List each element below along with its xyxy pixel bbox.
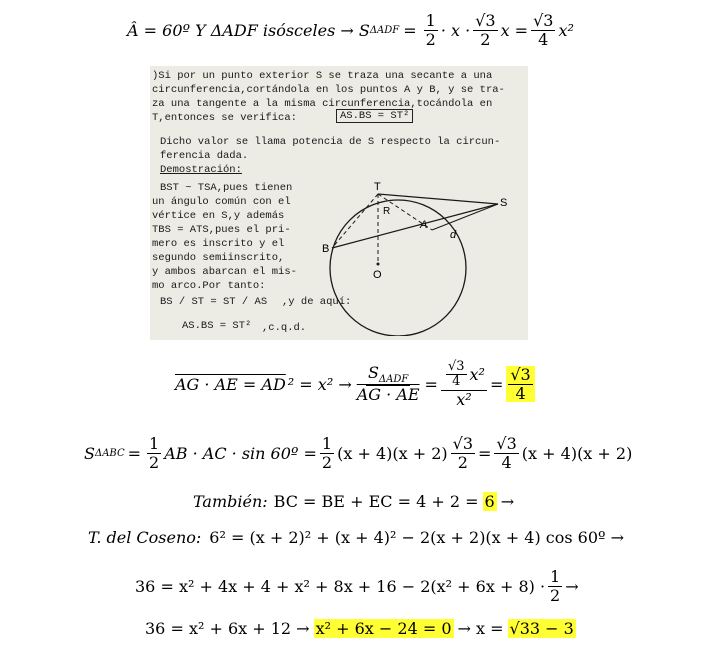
eq1-lhs: Â = 60º Y ΔADF isósceles → S [127, 20, 370, 40]
scan-line-2: circunferencia,cortándola en los puntos A y B, y se tra- [152, 84, 505, 96]
label-d: d [450, 229, 457, 241]
eq4-label: También: [193, 492, 268, 511]
circle [330, 200, 466, 336]
eq2-frac-g-inner [446, 360, 467, 390]
eq2-lhs: AG · AE = AD [175, 374, 286, 394]
eq2-frac-s-num-s: S [367, 363, 379, 383]
eq7-mid: → x = [457, 619, 504, 638]
scan-ratio: BS / ST = ST / AS [160, 296, 268, 308]
eq7-quadratic: x² + 6x − 24 = 0 [315, 619, 452, 638]
equation-line-5 [88, 528, 624, 547]
scan-line-4: T,entonces se verifica: [152, 112, 297, 124]
eq2-answer-den: 4 [515, 383, 526, 403]
eq3-frac-r2-num: √3 [496, 434, 517, 453]
scan-line-15: mo arco.Por tanto: [152, 280, 266, 292]
chord-TB [332, 194, 378, 248]
scan-line-3: za una tangente a la misma circunferencia,tocándola en [152, 98, 493, 110]
segment-AS [432, 204, 498, 230]
tangent-line [378, 194, 498, 204]
eq3-frac-h2-num: 1 [321, 434, 333, 453]
eq5-label: T. del Coseno: [88, 528, 202, 547]
eq3-frac-r [451, 435, 475, 471]
eq3-frac-h-num: 1 [149, 434, 160, 453]
scanned-excerpt [150, 66, 528, 340]
scan-theorem-box [336, 110, 413, 122]
eq3-frac-r2 [494, 435, 518, 471]
eq4-answer: 6 [484, 492, 495, 511]
scan-line-8: BST ~ TSA,pues tienen [160, 182, 293, 194]
label-S: S [500, 197, 508, 209]
eq1-mid: · x · [440, 20, 471, 40]
eq3-frac-h2-den: 2 [321, 452, 333, 472]
eq1-frac-half-num: 1 [425, 11, 436, 30]
equation-line-3 [84, 435, 632, 471]
eq1-sub: ΔADF [369, 24, 400, 36]
equation-line-7 [145, 619, 576, 638]
eq2-eq: = [424, 374, 438, 394]
scan-line-14: y ambos abarcan el mis- [152, 266, 297, 278]
eq1-frac-r3 [473, 12, 497, 48]
eq3-frac-h [147, 435, 161, 471]
equation-line-4 [193, 492, 514, 511]
equation-line-2 [175, 360, 538, 408]
eq1-frac-r3b [531, 12, 555, 48]
eq6-frac-den: 2 [550, 585, 561, 605]
label-R: R [383, 206, 391, 217]
eq6-eq: 36 = x² + 4x + 4 + x² + 8x + 16 − 2(x² + 6x + 8) · [135, 576, 546, 596]
eq3-frac-r-num: √3 [452, 434, 474, 453]
eq2-frac-g-inner-num: √3 [447, 359, 465, 374]
eq3-mid2: (x + 4)(x + 2) [337, 443, 448, 463]
eq2-answer-num: √3 [510, 365, 531, 384]
eq2-frac-g-inner-den: 4 [452, 374, 461, 390]
eq3-mid: AB · AC · sin 60º = [164, 443, 317, 463]
eq7-solution: √33 − 3 [509, 619, 574, 638]
eq2-answer [506, 366, 534, 402]
scan-line-9: un ángulo común con el [152, 196, 291, 208]
eq1-mid2: x = [500, 20, 529, 40]
eq1-frac-r3b-den: 4 [538, 29, 549, 49]
eq4-arrow: → [500, 492, 515, 511]
eq3-tail: (x + 4)(x + 2) [521, 443, 633, 463]
eq2-mid: ² = x² → [287, 374, 352, 394]
eq6-frac [548, 568, 562, 604]
label-A: A [420, 219, 428, 231]
eq2-frac-s-den: AG · AE [356, 385, 420, 405]
scan-theorem-box-text: AS.BS = ST² [336, 109, 413, 123]
eq5-eq: 6² = (x + 2)² + (x + 4)² − 2(x + 2)(x + 4) cos 60º → [209, 528, 625, 547]
eq2-frac-s-num-sub: ΔADF [378, 374, 409, 386]
eq1-tail: x² [558, 20, 574, 40]
eq3-frac-r-den: 2 [457, 452, 468, 472]
eq3-eq2: = [478, 443, 492, 463]
eq1-frac-r3-den: 2 [480, 29, 491, 49]
eq3-eq: = [127, 443, 142, 463]
eq2-frac-s [355, 364, 422, 404]
label-T: T [374, 181, 381, 193]
eq2-frac-g-den: x² [456, 389, 472, 409]
label-O: O [373, 269, 382, 281]
eq6-frac-num: 1 [550, 567, 561, 586]
eq7-eq: 36 = x² + 6x + 12 → [145, 619, 310, 638]
eq6-arrow: → [565, 576, 579, 596]
eq2-eq2: = [489, 374, 504, 394]
eq1-frac-half [424, 12, 438, 48]
circle-diagram [320, 176, 525, 336]
eq1-frac-half-den: 2 [425, 29, 436, 49]
scan-demo-heading: Demostración: [160, 164, 242, 176]
scan-result-tail: ,c.q.d. [262, 322, 307, 334]
scan-line-13: segundo semiinscrito, [152, 252, 285, 264]
label-B: B [322, 243, 330, 255]
eq3-frac-h2 [320, 435, 334, 471]
scan-line-12: mero es inscrito y el [152, 238, 285, 250]
eq3-frac-r2-den: 4 [501, 452, 512, 472]
scan-line-5: Dicho valor se llama potencia de S respecto la circun- [160, 136, 501, 148]
scan-result: AS.BS = ST² [182, 320, 252, 332]
eq2-frac-g-x2: x² [469, 365, 485, 384]
eq2-frac-s-num [366, 364, 410, 386]
eq3-lhs: S [84, 443, 95, 463]
scan-ratio-tail: ,y de aquí: [282, 296, 352, 308]
eq3-sub: ΔABC [94, 447, 125, 459]
scan-line-11: TBS = ATS,pues el pri- [152, 224, 291, 236]
equation-line-1 [127, 12, 574, 48]
center-point [377, 263, 380, 266]
eq2-frac-g [441, 360, 487, 408]
secant-line [332, 204, 498, 248]
eq1-frac-r3b-num: √3 [533, 11, 554, 30]
scan-line-10: vértice en S,y además [152, 210, 285, 222]
scan-line-6: ferencia dada. [160, 150, 249, 162]
equation-line-6 [135, 568, 579, 604]
eq4-eq: BC = BE + EC = 4 + 2 = [273, 492, 479, 511]
eq2-frac-g-num [441, 360, 487, 391]
scan-line-1: )Si por un punto exterior S se traza una secante a una [152, 70, 493, 82]
eq1-eq: = [403, 20, 417, 40]
eq1-frac-r3-num: √3 [475, 11, 496, 30]
eq3-frac-h-den: 2 [149, 452, 160, 472]
